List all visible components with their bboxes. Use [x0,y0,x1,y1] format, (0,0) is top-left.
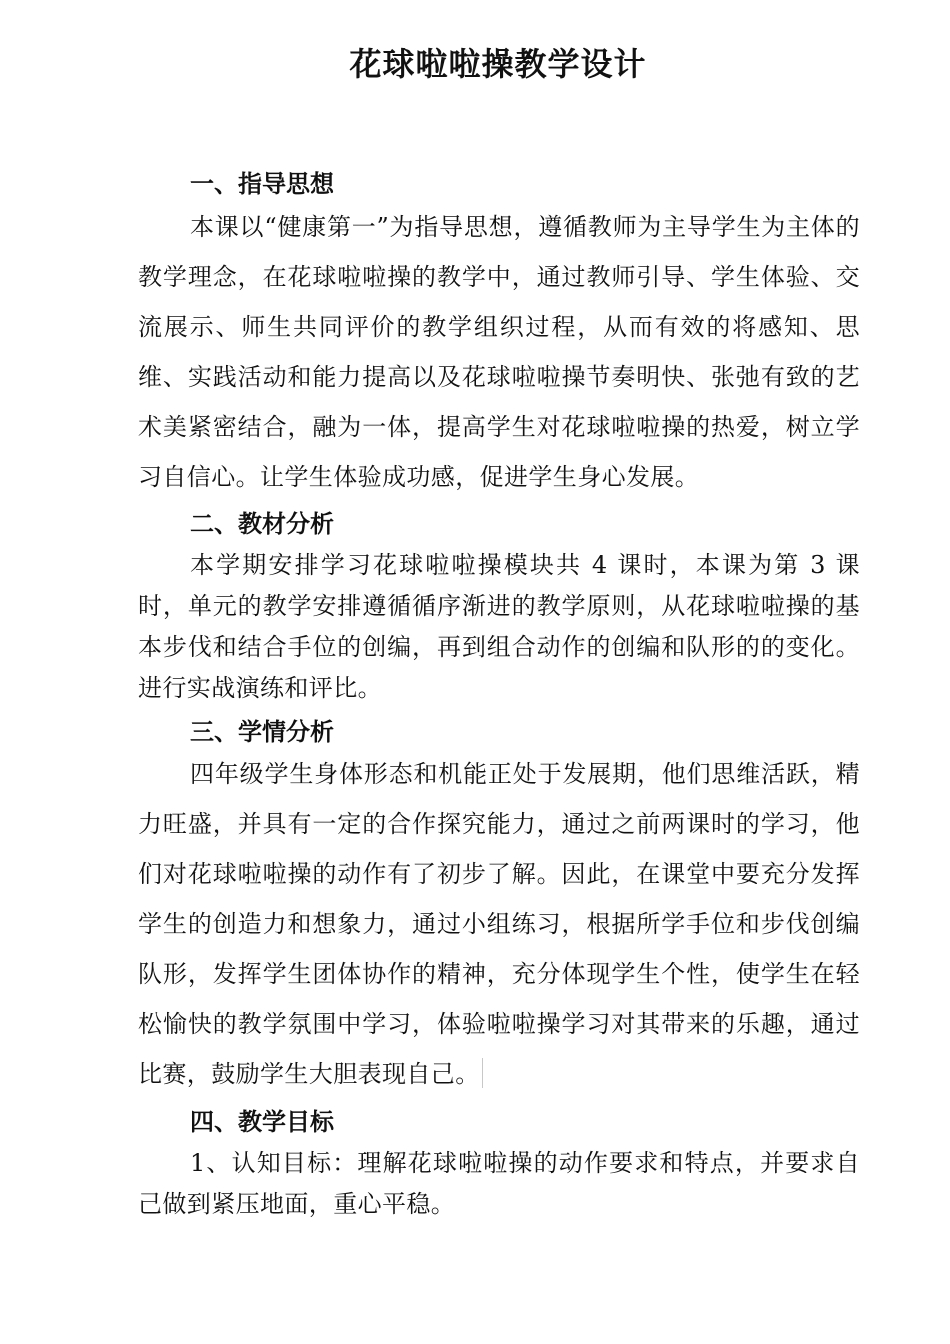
section-paragraph-teaching-goals: 1、认知目标：理解花球啦啦操的动作要求和特点，并要求自己做到紧压地面，重心平稳。 [138,1149,860,1218]
section-paragraph-material-analysis: 本学期安排学习花球啦啦操模块共 4 课时，本课为第 3 课时，单元的教学安排遵循循序渐进的教学原则，从花球啦啦操的基本步伐和结合手位的创编，再到组合动作的创编和队形的的变化。进行实战演练和评比。 [138,551,860,702]
page-title: 花球啦啦操教学设计 [349,45,647,83]
section-heading-student-analysis: 三、学情分析 [190,718,334,746]
text-cursor-mark [482,1058,483,1088]
student-analysis-text: 四年级学生身体形态和机能正处于发展期，他们思维活跃，精力旺盛，并具有一定的合作探究能力，通过之前两课时的学习，他们对花球啦啦操的动作有了初步了解。因此，在课堂中要充分发挥学生的创造力和想象力，通过小组练习，根据所学手位和步伐创编队形，发挥学生团体协作的精神，充分体现学生个性，使学生在轻松愉快的教学氛围中学习，体验啦啦操学习对其带来的乐趣，通过比赛，鼓励学生大胆表现自己。 [138,760,860,1088]
section-paragraph-student-analysis [138,749,860,1099]
section-heading-guiding-idea: 一、指导思想 [190,170,334,198]
section-heading-teaching-goals: 四、教学目标 [190,1108,334,1136]
section-paragraph-guiding-idea: 本课以“健康第一”为指导思想，遵循教师为主导学生为主体的教学理念，在花球啦啦操的教学中，通过教师引导、学生体验、交流展示、师生共同评价的教学组织过程，从而有效的将感知、思维、实践活动和能力提高以及花球啦啦操节奏明快、张弛有致的艺术美紧密结合，融为一体，提高学生对花球啦啦操的热爱，树立学习自信心。让学生体验成功感，促进学生身心发展。 [138,213,860,491]
section-heading-material-analysis: 二、教材分析 [190,510,334,538]
